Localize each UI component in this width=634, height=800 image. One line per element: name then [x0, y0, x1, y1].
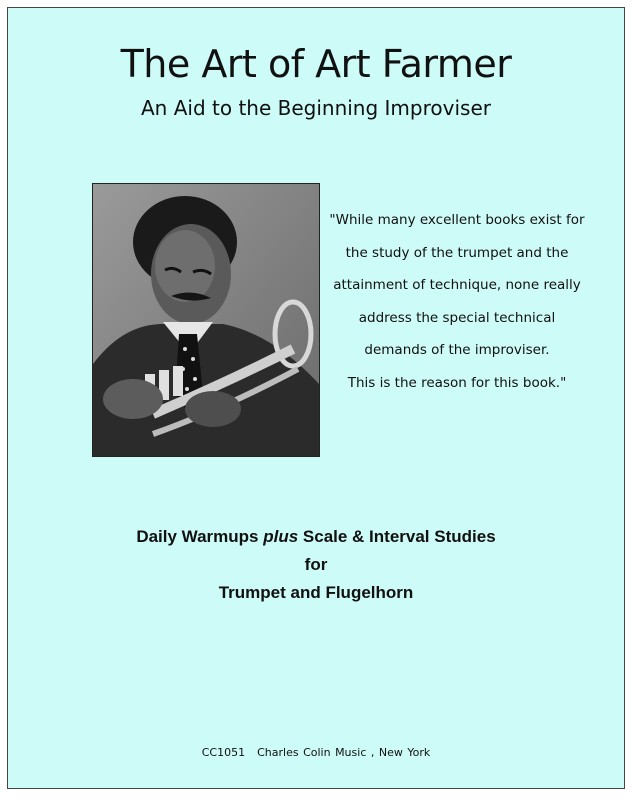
tagline-text: Scale & Interval Studies: [298, 527, 496, 546]
quote-line: "While many excellent books exist for: [329, 212, 585, 228]
book-title: The Art of Art Farmer: [120, 42, 512, 86]
publisher-name: Charles Colin Music , New York: [257, 746, 431, 759]
book-cover: [7, 7, 625, 789]
tagline-line-1: [8, 523, 624, 551]
quote-block: [326, 204, 588, 399]
tagline-line-2: for: [304, 555, 328, 574]
quote-line: the study of the trumpet and the: [345, 244, 569, 261]
quote-line: demands of the improviser.: [364, 342, 550, 358]
trumpeter-photo-illustration: [93, 184, 319, 456]
book-subtitle: An Aid to the Beginning Improviser: [141, 96, 491, 120]
quote-line: address the special technical: [358, 309, 556, 326]
quote-line: This is the reason for this book.": [347, 374, 567, 391]
publisher-footer: [8, 746, 624, 759]
quote-line: attainment of technique, none really: [333, 277, 581, 293]
catalog-number: CC1051: [201, 746, 246, 759]
tagline-text: Daily Warmups: [136, 527, 264, 546]
tagline-line-3: Trumpet and Flugelhorn: [218, 583, 414, 602]
trumpeter-photo: [92, 183, 320, 457]
tagline: [8, 523, 624, 607]
tagline-emphasis: plus: [263, 527, 299, 546]
